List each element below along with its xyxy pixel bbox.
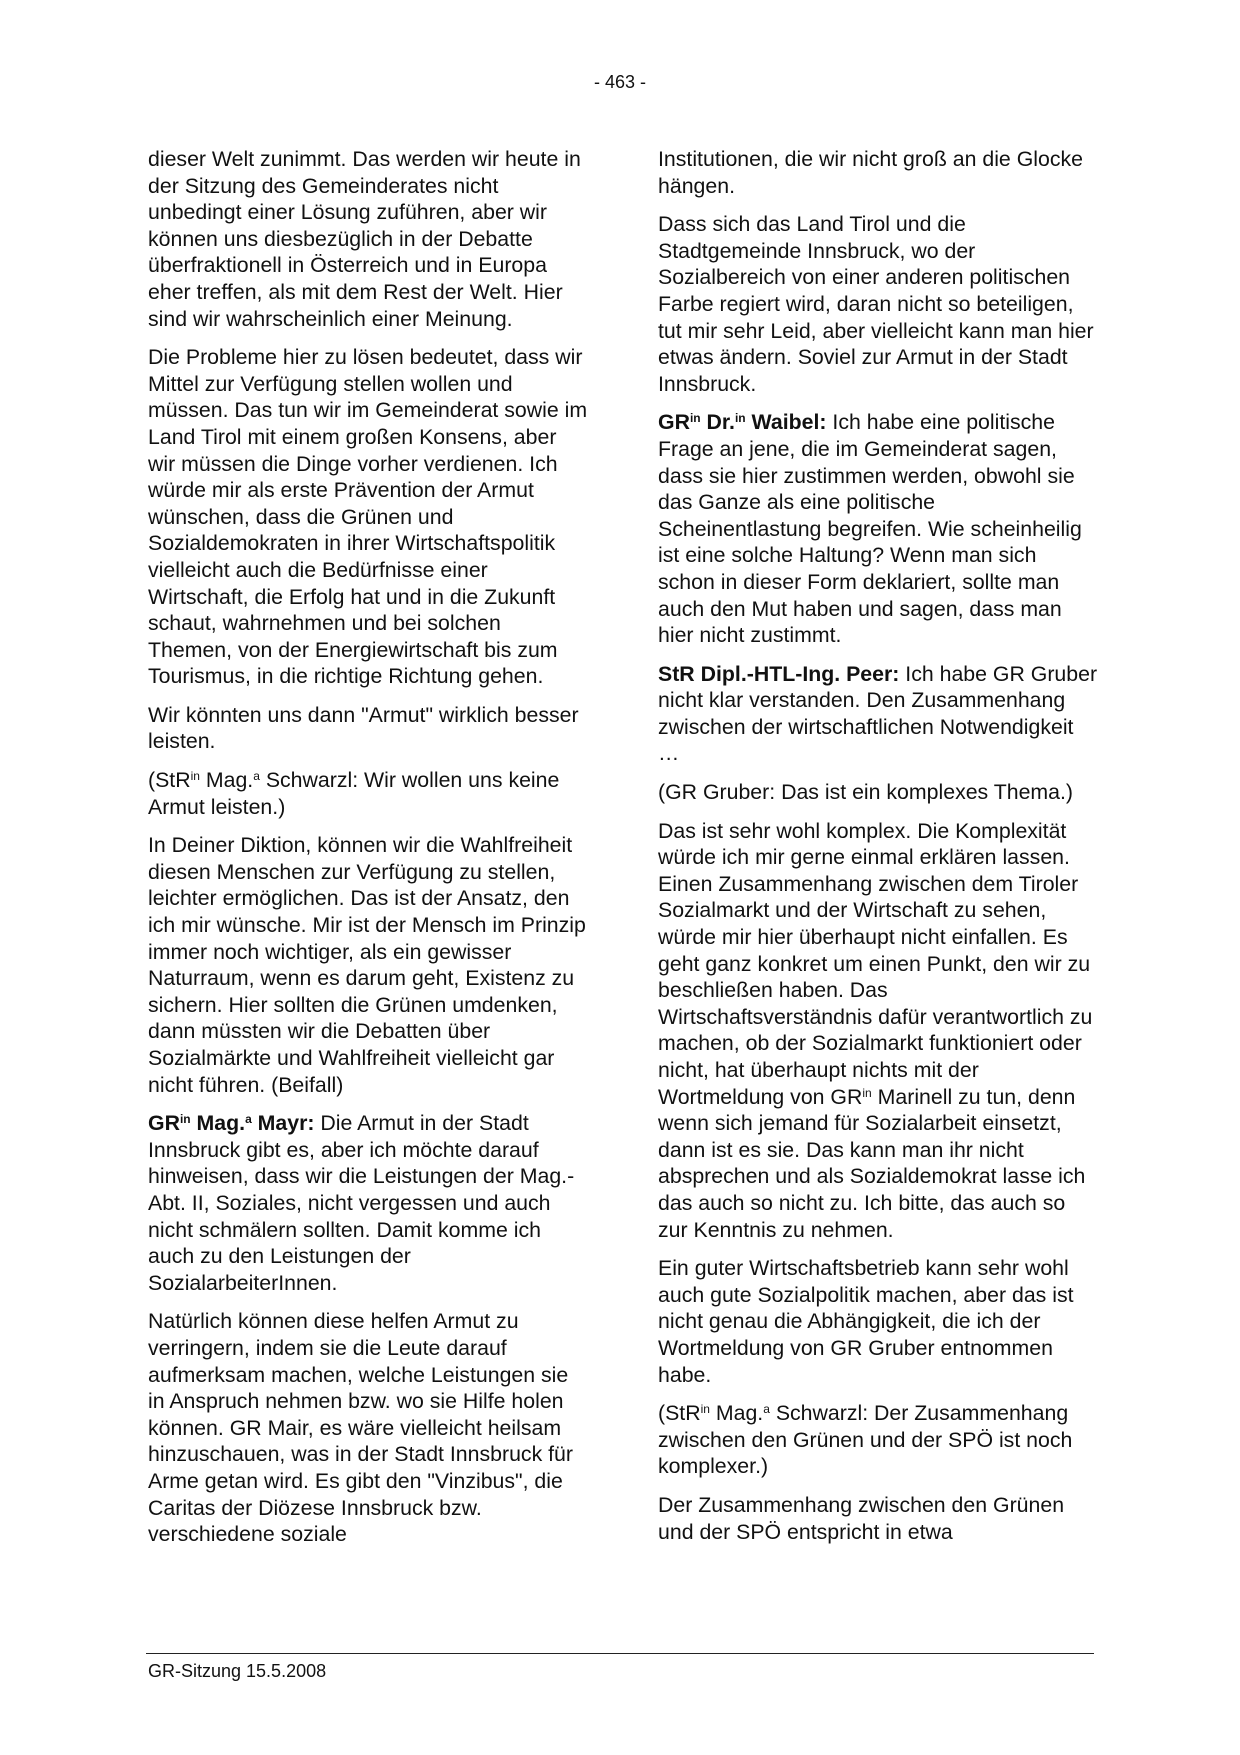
paragraph: Natürlich können diese helfen Armut zu verringern, indem sie die Leute darauf aufmerksam machen, welche Leistungen sie in Anspruch nehmen bzw. wo sie Hilfe holen können. GR Mair, es wäre vielleicht heilsam hinzuschauen, was in der Stadt Innsbruck für Arme getan wird. Es gibt den "Vinzibus", die Caritas der Diözese Innsbruck bzw. verschiedene soziale (148, 1309, 573, 1547)
interjection: (GR Gruber: Das ist ein komplexes Thema.) (658, 780, 1074, 805)
paragraph: Die Probleme hier zu lösen bedeutet, dass wir Mittel zur Verfügung stellen wollen und müssen. Das tun wir im Gemeinderat sowie im Land Tirol mit einem großen Konsens, aber wir müssen die Dinge vorher verdienen. Ich würde mir als erste Prävention der Armut wünschen, dass die Grünen und Sozialdemokraten in ihrer Wirtschaftspolitik vielleicht auch die Bedürfnisse einer Wirtschaft, die Erfolg hat und in die Zukunft schaut, wahrnehmen und bei solchen Themen, von der Energiewirtschaft bis zum Tourismus, in die richtige Richtung gehen. (148, 345, 588, 689)
interjection: (StR$^{in}$ Mag.$^a$ Schwarzl: Wir wollen uns keine Armut leisten.) (148, 768, 560, 819)
footer-text: GR-Sitzung 15.5.2008 (148, 1661, 327, 1681)
speaker-paragraph: $GR^{in}$ Mag.$^a$ Mayr: Die Armut in der Stadt Innsbruck gibt es, aber ich möchte darauf hinweisen, dass wir die Leistungen der Mag.-Abt. II, Soziales, nicht vergessen und auch nicht schmälern sollten. Damit komme ich auch zu den Leistungen der SozialarbeiterInnen. (148, 1111, 575, 1295)
paragraph: Dass sich das Land Tirol und die Stadtgemeinde Innsbruck, wo der Sozialbereich von einer anderen politischen Farbe regiert wird, daran nicht so beteiligen, tut mir sehr Leid, aber vielleicht kann man hier etwas ändern. Soviel zur Armut in der Stadt Innsbruck. (658, 212, 1094, 396)
speaker-name: $GR^{in}$ Dr.$^{in}$ Waibel: (658, 410, 827, 435)
paragraph: Wir könnten uns dann "Armut" wirklich besser leisten. (148, 702, 579, 754)
paragraph: Institutionen, die wir nicht groß an die Glocke hängen. (658, 147, 1083, 198)
paragraph: Das ist sehr wohl komplex. Die Komplexität würde ich mir gerne einmal erklären lassen. Einen Zusammenhang zwischen dem Tiroler Sozialmarkt und der Wirtschaft zu sehen, würde mir hier überhaupt nicht einfallen. Es geht ganz konkret um einen Punkt, den wir zu beschließen haben. Das Wirtschaftsverständnis dafür verantwortlich zu machen, ob der Sozialmarkt funktioniert oder nicht, hat überhaupt nichts mit der Wortmeldung von $GR^{in}$ Marinell zu tun, denn wenn sich jemand für Sozialarbeit einsetzt, dann ist es sie. Das kann man ihr nicht absprechen und als Sozialdemokrat lasse ich das auch so nicht zu. Ich bitte, das auch so zur Kenntnis zu nehmen. (658, 818, 1093, 1242)
speaker-name: $GR^{in}$ Mag.$^a$ Mayr: (148, 1111, 315, 1136)
page-number: - 463 - (593, 72, 647, 92)
paragraph: In Deiner Diktion, können wir die Wahlfreiheit diesen Menschen zur Verfügung zu stellen, leichter ermöglichen. Das ist der Ansatz, den ich mir wünsche. Mir ist der Mensch im Prinzip immer noch wichtiger, als ein gewisser Naturraum, wenn es darum geht, Existenz zu sichern. Hier sollten die Grünen umdenken, dann müssten wir die Debatten über Sozialmärkte und Wahlfreiheit vielleicht gar nicht führen. (Beifall) (148, 833, 586, 1097)
paragraph: Der Zusammenhang zwischen den Grünen und der SPÖ entspricht in etwa (658, 1492, 1065, 1544)
speaker-paragraph: $GR^{in}$ Dr.$^{in}$ Waibel: Ich habe eine politische Frage an jene, die im Gemeinderat sagen, dass sie hier zustimmen werden, obwohl sie das Ganze als eine politische Scheinentlastung begreifen. Wie scheinheilig ist eine solche Haltung? Wenn man sich schon in dieser Form deklariert, sollte man auch den Mut haben und sagen, dass man hier nicht zustimmt. (658, 410, 1082, 648)
speaker-paragraph: StR Dipl.-HTL-Ing. Peer: Ich habe GR Gruber nicht klar verstanden. Den Zusammenhang zwischen der wirtschaftlichen Notwendigkeit … (658, 661, 1098, 766)
left-column (148, 146, 588, 1548)
paragraph: Ein guter Wirtschaftsbetrieb kann sehr wohl auch gute Sozialpolitik machen, aber das ist nicht genau die Abhängigkeit, die ich der Wortmeldung von GR Gruber entnommen habe. (658, 1256, 1074, 1387)
speaker-name: StR Dipl.-HTL-Ing. Peer: (658, 661, 900, 686)
paragraph: dieser Welt zunimmt. Das werden wir heute in der Sitzung des Gemeinderates nicht unbedingt einer Lösung zuführen, aber wir können uns diesbezüglich in der Debatte überfraktionell in Österreich und in Europa eher treffen, als mit dem Rest der Welt. Hier sind wir wahrscheinlich einer Meinung. (148, 147, 581, 331)
interjection: (StR$^{in}$ Mag.$^a$ Schwarzl: Der Zusammenhang zwischen den Grünen und der SPÖ ist noch komplexer.) (658, 1401, 1073, 1479)
footer-divider (146, 1653, 1094, 1654)
right-column (658, 146, 1098, 1545)
